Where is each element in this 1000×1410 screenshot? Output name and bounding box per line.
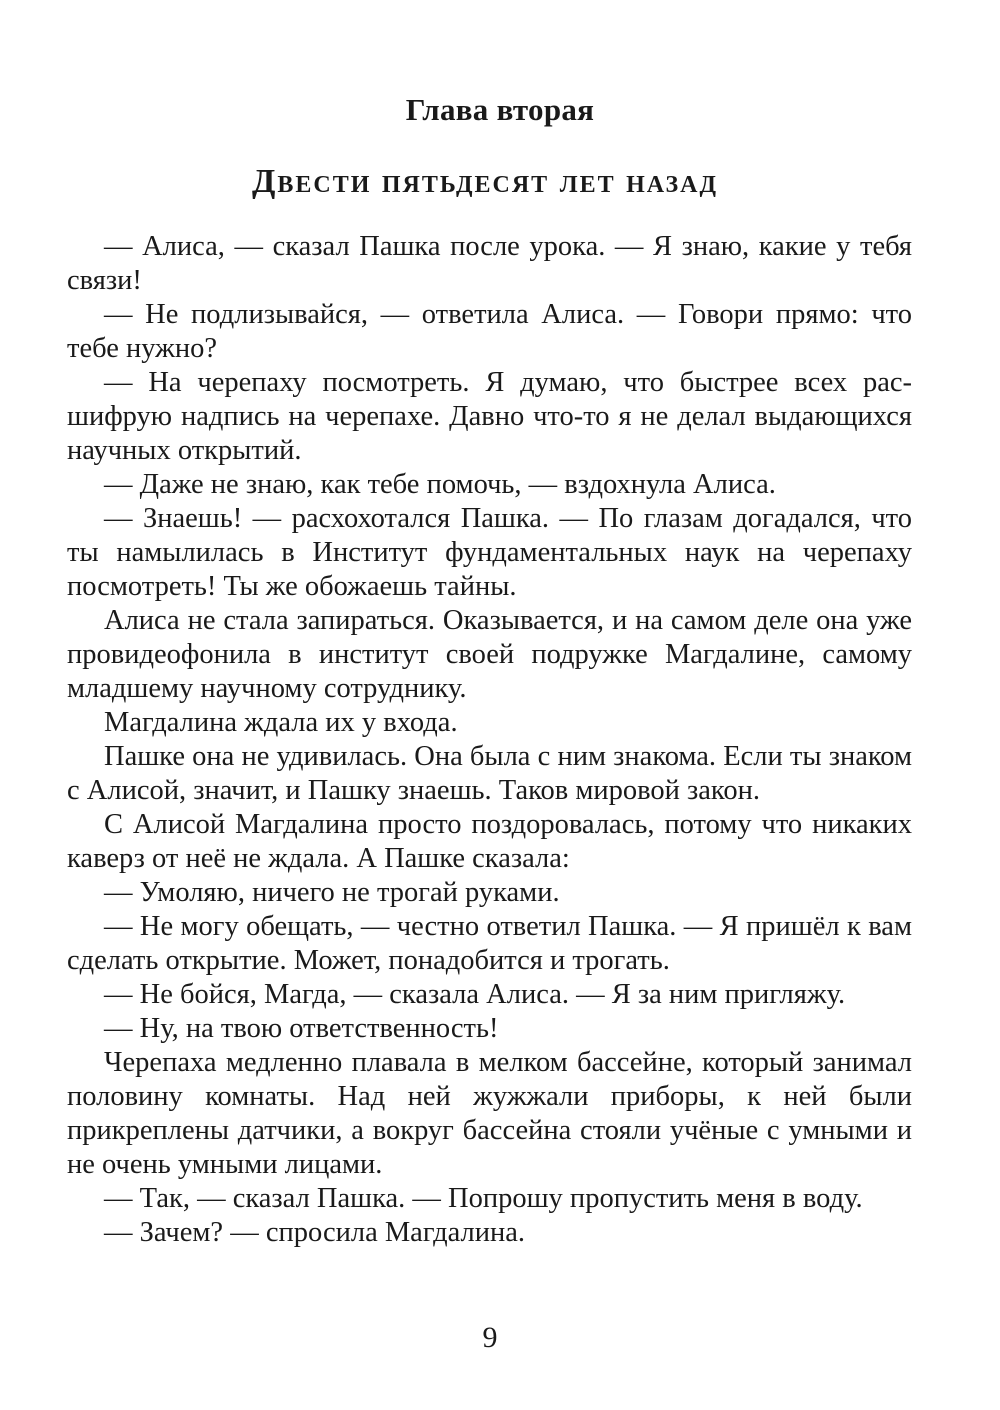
paragraph: С Алисой Магдалина просто поздоровалась, потому что никаких каверз от неё не ждала. А Пашке сказала: <box>67 809 912 874</box>
chapter-title: Двести пятьдесят лет назад <box>251 163 719 200</box>
paragraph: — Не бойся, Магда, — сказала Алиса. — Я за ним пригляжу. <box>104 979 846 1010</box>
paragraph: — Зачем? — спросила Магдалина. <box>104 1217 526 1248</box>
paragraph: — Не могу обещать, — честно ответил Пашка. — Я пришёл к вам сделать открытие. Может, понадобится и трогать. <box>67 911 912 976</box>
paragraph: — Ну, на твою ответственность! <box>104 1013 499 1044</box>
paragraph: Алиса не стала запираться. Оказывается, и на самом деле она уже провидеофонила в институт своей подружке Магдалине, самому младшему научному сотруднику. <box>67 605 912 704</box>
paragraph: — Даже не знаю, как тебе помочь, — вздохнула Алиса. <box>104 469 776 500</box>
paragraph: — Знаешь! — расхохотался Пашка. — По глазам догадался, что ты намылилась в Институт фундаментальных наук на черепаху посмотреть! Ты же обожаешь тайны. <box>67 503 912 602</box>
body-text <box>67 230 912 1250</box>
paragraph: — Так, — сказал Пашка. — Попрошу пропустить меня в воду. <box>104 1183 863 1214</box>
paragraph: Магдалина ждала их у входа. <box>104 707 458 738</box>
chapter-label: Глава вторая <box>405 92 595 127</box>
paragraph: — Умоляю, ничего не трогай руками. <box>104 877 560 908</box>
paragraph: — На черепаху посмотреть. Я думаю, что быстрее всех расшифрую надпись на черепахе. Давно что-то я не делал выдающихся научных открытий. <box>67 367 912 466</box>
page-number: 9 <box>482 1321 498 1354</box>
paragraph: — Алиса, — сказал Пашка после урока. — Я знаю, какие у тебя связи! <box>67 231 912 296</box>
paragraph: — Не подлизывайся, — ответила Алиса. — Говори прямо: что тебе нужно? <box>67 299 912 364</box>
paragraph: Черепаха медленно плавала в мелком бассейне, который занимал половину комнаты. Над ней жужжали приборы, к ней были прикреплены датчики, а вокруг бассейна стояли учёные с умными и не очень умными лицами. <box>67 1047 912 1180</box>
paragraph: Пашке она не удивилась. Она была с ним знакома. Если ты знаком с Алисой, значит, и Пашку знаешь. Таков мировой закон. <box>67 741 912 806</box>
